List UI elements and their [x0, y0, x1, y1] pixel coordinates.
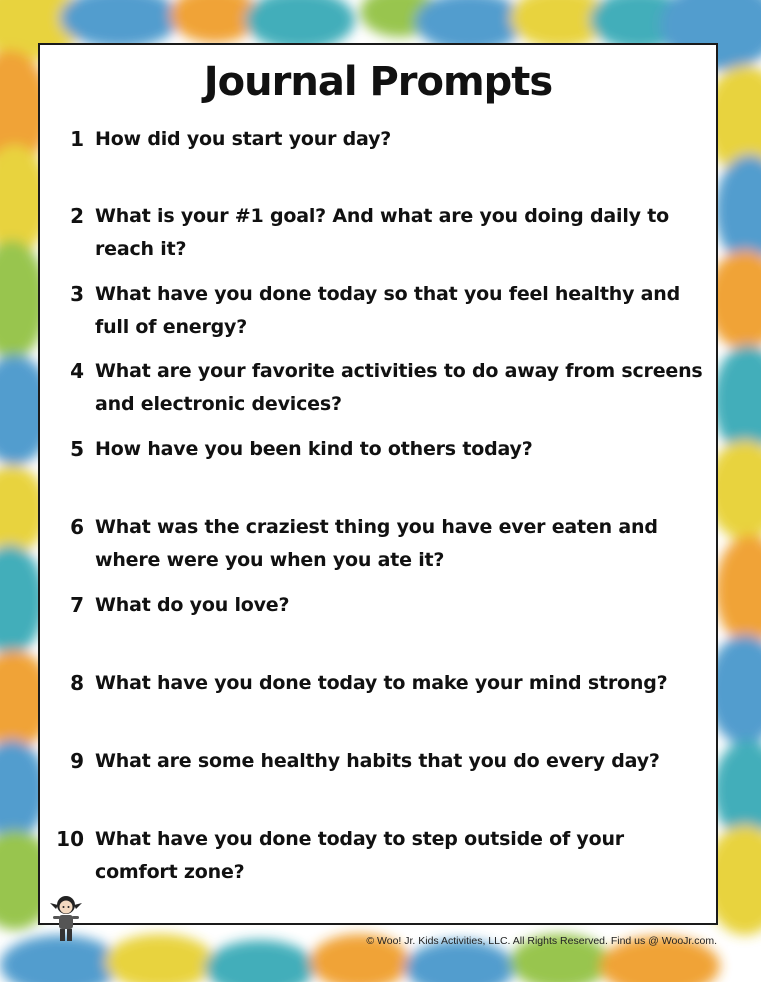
prompt-text: What is your #1 goal? And what are you doing daily to reach it? [95, 205, 669, 260]
prompt-number: 7 [70, 593, 84, 617]
prompt-number: 4 [70, 359, 84, 383]
prompt-number: 6 [70, 515, 84, 539]
prompt-number: 3 [70, 282, 84, 306]
prompt-text: What are some healthy habits that you do every day? [95, 750, 660, 772]
prompt-number: 5 [70, 437, 84, 461]
prompt-number: 10 [56, 827, 84, 851]
prompt-number: 1 [70, 127, 84, 151]
copyright-footer: © Woo! Jr. Kids Activities, LLC. All Rights Reserved. Find us @ WooJr.com. [366, 935, 717, 947]
prompt-number: 2 [70, 204, 84, 228]
prompt-text: How have you been kind to others today? [95, 438, 533, 460]
page-title: Journal Prompts [203, 59, 553, 105]
prompt-text: What have you done today so that you feel healthy and full of energy? [95, 283, 681, 338]
prompt-text: What are your favorite activities to do away from screens and electronic devices? [95, 360, 703, 415]
prompt-text: How did you start your day? [95, 128, 392, 150]
prompt-number: 9 [70, 749, 84, 773]
prompt-text: What have you done today to step outside of your comfort zone? [95, 828, 624, 883]
prompt-number: 8 [70, 671, 84, 695]
prompt-text: What do you love? [95, 594, 290, 616]
prompt-text: What have you done today to make your mind strong? [95, 672, 668, 694]
worksheet-page [38, 43, 718, 925]
prompt-text: What was the craziest thing you have ever eaten and where were you when you ate it? [95, 516, 658, 571]
cartoon-kid-mascot-icon [44, 893, 88, 945]
